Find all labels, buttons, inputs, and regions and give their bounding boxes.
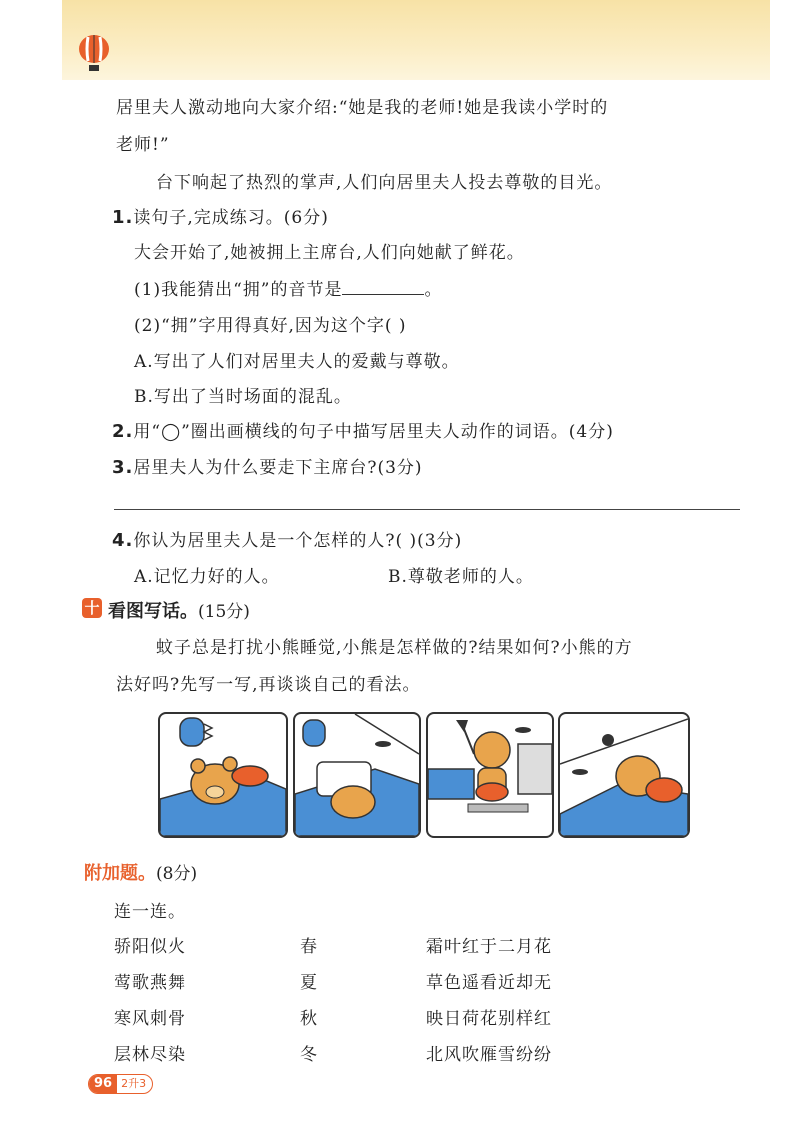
- section-10-score: (15分): [198, 602, 250, 622]
- match-left-1[interactable]: 骄阳似火: [114, 937, 186, 957]
- comic-panel-3: [426, 712, 554, 838]
- section-10-title: 看图写话。: [108, 601, 198, 622]
- question-1-option-a: A.写出了人们对居里夫人的爱戴与尊敬。: [134, 352, 460, 372]
- bear-under-blanket-illustration: [295, 714, 419, 836]
- question-1-sub2: (2)“拥”字用得真好,因为这个字( ): [134, 316, 407, 336]
- header-band: [62, 0, 770, 80]
- bonus-heading: [84, 859, 197, 885]
- question-3-text: 居里夫人为什么要走下主席台?(3分): [133, 458, 423, 478]
- question-3-number: 3.: [112, 457, 134, 478]
- bonus-title: 附加题。: [84, 863, 156, 884]
- question-1-title: 读句子,完成练习。(6分): [133, 208, 329, 228]
- match-left-2[interactable]: 莺歌燕舞: [114, 973, 186, 993]
- question-1-sub1: [134, 275, 442, 300]
- question-4: [112, 526, 462, 551]
- question-2-text: 用“◯”圈出画横线的句子中描写居里夫人动作的词语。(4分): [133, 422, 614, 442]
- bonus-score: (8分): [156, 864, 198, 884]
- match-right-1[interactable]: 霜叶红于二月花: [426, 937, 552, 957]
- bonus-instruction: 连一连。: [114, 902, 186, 922]
- pinyin-answer-blank[interactable]: [342, 281, 424, 295]
- match-left-3[interactable]: 寒风刺骨: [114, 1009, 186, 1029]
- question-2-number: 2.: [112, 421, 134, 442]
- match-right-3[interactable]: 映日荷花别样红: [426, 1009, 552, 1029]
- section-10-prompt-2: 法好吗?先写一写,再谈谈自己的看法。: [116, 675, 421, 695]
- hot-air-balloon-icon: [76, 34, 112, 74]
- question-3: [112, 453, 423, 478]
- passage-line-1: 居里夫人激动地向大家介绍:“她是我的老师!她是我读小学时的: [116, 98, 609, 118]
- bear-giving-up-illustration: [560, 714, 688, 836]
- question-2: [112, 417, 614, 442]
- comic-panel-1: [158, 712, 288, 838]
- match-left-4[interactable]: 层林尽染: [114, 1045, 186, 1065]
- page-number-badge: [88, 1074, 153, 1094]
- page-number: 96: [89, 1074, 117, 1094]
- question-1-sentence: 大会开始了,她被拥上主席台,人们向她献了鲜花。: [134, 243, 525, 263]
- question-4-number: 4.: [112, 530, 134, 551]
- match-season-2[interactable]: 夏: [300, 973, 318, 993]
- question-4-option-a: A.记忆力好的人。: [134, 567, 280, 587]
- comic-panel-2: [293, 712, 421, 838]
- question-4-option-b: B.尊敬老师的人。: [388, 567, 534, 587]
- question-3-answer-line[interactable]: [114, 509, 740, 510]
- comic-panel-4: [558, 712, 690, 838]
- bear-swatting-illustration: [428, 714, 552, 836]
- match-right-2[interactable]: 草色遥看近却无: [426, 973, 552, 993]
- section-10-prompt-1: 蚊子总是打扰小熊睡觉,小熊是怎样做的?结果如何?小熊的方: [156, 638, 633, 658]
- question-1-number: 1.: [112, 207, 134, 228]
- question-1-option-b: B.写出了当时场面的混乱。: [134, 387, 352, 407]
- question-4-text: 你认为居里夫人是一个怎样的人?( )(3分): [133, 531, 463, 551]
- question-1-sub1-suffix: 。: [424, 280, 443, 300]
- match-season-3[interactable]: 秋: [300, 1009, 318, 1029]
- section-10-badge: 十: [82, 598, 102, 618]
- match-right-4[interactable]: 北风吹雁雪纷纷: [426, 1045, 552, 1065]
- question-1: [112, 203, 329, 228]
- question-1-sub1-prefix: (1)我能猜出“拥”的音节是: [134, 280, 343, 300]
- match-season-1[interactable]: 春: [300, 937, 318, 957]
- match-season-4[interactable]: 冬: [300, 1045, 318, 1065]
- passage-line-2: 老师!”: [116, 135, 170, 155]
- bear-sleeping-illustration: [160, 714, 286, 836]
- grade-level: 2升3: [121, 1077, 147, 1090]
- passage-line-3: 台下响起了热烈的掌声,人们向居里夫人投去尊敬的目光。: [156, 173, 613, 193]
- section-10-heading: [108, 597, 250, 623]
